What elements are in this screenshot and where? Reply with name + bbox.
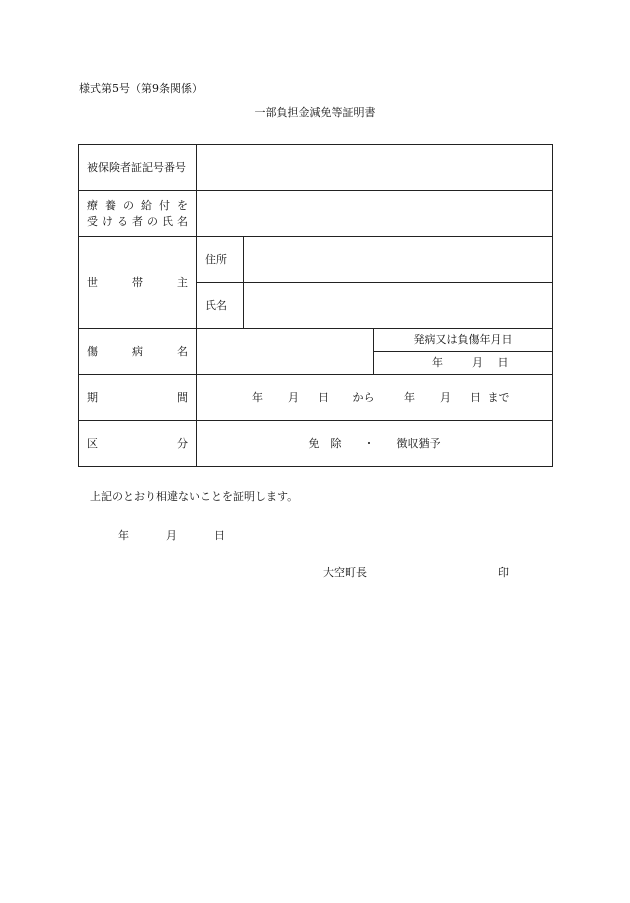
householder-address-row [79, 237, 553, 283]
recipient-name-field[interactable] [197, 191, 553, 237]
period-row [79, 375, 553, 421]
certification-date[interactable] [118, 527, 262, 543]
illness-name-field[interactable] [197, 329, 374, 375]
recipient-row [79, 191, 553, 237]
date-month: 月 [166, 529, 177, 542]
date-day: 日 [214, 529, 225, 542]
form-number: 様式第5号（第9条関係） [79, 82, 203, 95]
recipient-label-line-2: 受 け る 者 の 氏 名 [87, 214, 188, 228]
exemption-option[interactable]: 免 除 [308, 436, 342, 450]
recipient-label-line-1: 療 養 の 給 付 を [87, 198, 188, 212]
document-title: 一部負担金減免等証明書 [254, 106, 376, 119]
certificate-table [78, 144, 553, 467]
insured-number-row [79, 145, 553, 191]
deferral-option[interactable]: 徴収猶予 [396, 436, 441, 450]
householder-label: 世 帯 主 [79, 237, 197, 329]
issuer-name: 大空町長 [323, 566, 367, 579]
illness-row [79, 329, 553, 352]
insured-number-label: 被保険者証記号番号 [79, 145, 197, 191]
name-label: 氏名 [197, 283, 244, 329]
insured-number-field[interactable] [197, 145, 553, 191]
address-label: 住所 [197, 237, 244, 283]
category-label: 区 分 [79, 421, 197, 467]
seal-mark: 印 [498, 566, 509, 579]
category-row [79, 421, 553, 467]
certification-statement: 上記のとおり相違ないことを証明します。 [90, 490, 299, 503]
period-label: 期 間 [79, 375, 197, 421]
period-field[interactable]: 年 月 日 から 年 月 日 まで [197, 375, 553, 421]
householder-name-field[interactable] [244, 283, 553, 329]
category-field [197, 421, 553, 467]
onset-date-field[interactable]: 年 月 日 [374, 352, 553, 375]
onset-date-label: 発病又は負傷年月日 [374, 329, 553, 352]
illness-label: 傷 病 名 [79, 329, 197, 375]
date-year: 年 [118, 529, 129, 542]
householder-address-field[interactable] [244, 237, 553, 283]
category-separator: ・ [363, 436, 375, 450]
recipient-name-label [79, 191, 197, 237]
